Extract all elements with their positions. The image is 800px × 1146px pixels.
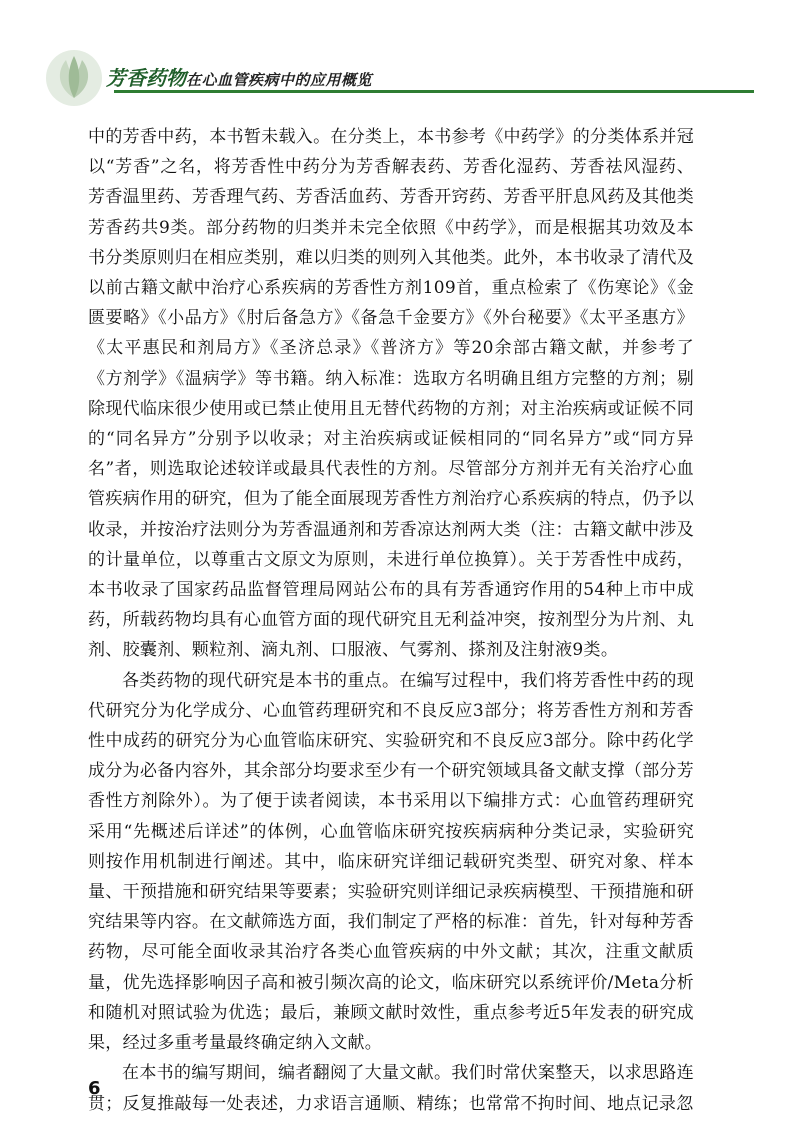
page-number: 6 xyxy=(88,1078,101,1099)
leaf-logo-icon xyxy=(44,48,104,108)
running-header xyxy=(44,48,756,108)
book-title-sub: 在心血管疾病中的应用概览 xyxy=(186,71,373,89)
body-text xyxy=(88,122,694,1119)
book-title-main: 芳香药物 xyxy=(106,66,186,90)
paragraph-3: 在本书的编写期间，编者翻阅了大量文献。我们时常伏案整天，以求思路连贯；反复推敲每一处表述，力求语言通顺、精练；也常常不拘时间、地点记录忽 xyxy=(88,1063,694,1114)
paragraph-1: 中的芳香中药，本书暂未载入。在分类上，本书参考《中药学》的分类体系并冠以“芳香”之名，将芳香性中药分为芳香解表药、芳香化湿药、芳香祛风湿药、芳香温里药、芳香理气药、芳香活血药、芳香开窍药、芳香平肝息风药及其他类芳香药共9类。部分药物的归类并未完全依照《中药学》，而是根据其功效及本书分类原则归在相应类别，难以归类的则列入其他类。此外，本书收录了清代及以前古籍文献中治疗心系疾病的芳香性方剂109首，重点检索了《伤寒论》《金匮要略》《小品方》《肘后备急方》《备急千金要方》《外台秘要》《太平圣惠方》《太平惠民和剂局方》《圣济总录》《普济方》等20余部古籍文献，并参考了《方剂学》《温病学》等书籍。纳入标准：选取方名明确且组方完整的方剂；剔除现代临床很少使用或已禁止使用且无替代药物的方剂；对主治疾病或证候不同的“同名异方”分别予以收录；对主治疾病或证候相同的“同名异方”或“同方异名”者，则选取论述较详或最具代表性的方剂。尽管部分方剂并无有关治疗心血管疾病作用的研究，但为了能全面展现芳香性方剂治疗心系疾病的特点，仍予以收录，并按治疗法则分为芳香温通剂和芳香凉达剂两大类（注：古籍文献中涉及的计量单位，以尊重古文原文为原则，未进行单位换算）。关于芳香性中成药，本书收录了国家药品监督管理局网站公布的具有芳香通窍作用的54种上市中成药，所载药物均具有心血管方面的现代研究且无利益冲突，按剂型分为片剂、丸剂、胶囊剂、颗粒剂、滴丸剂、口服液、气雾剂、搽剂及注射液9类。 xyxy=(88,127,694,661)
running-header-title xyxy=(106,62,372,91)
header-rule xyxy=(114,90,754,93)
paragraph-2: 各类药物的现代研究是本书的重点。在编写过程中，我们将芳香性中药的现代研究分为化学成分、心血管药理研究和不良反应3部分；将芳香性方剂和芳香性中成药的研究分为心血管临床研究、实验研究和不良反应3部分。除中药化学成分为必备内容外，其余部分均要求至少有一个研究领域具备文献支撑（部分芳香性方剂除外）。为了便于读者阅读，本书采用以下编排方式：心血管药理研究采用“先概述后详述”的体例，心血管临床研究按疾病病种分类记录，实验研究则按作用机制进行阐述。其中，临床研究详细记载研究类型、研究对象、样本量、干预措施和研究结果等要素；实验研究则详细记录疾病模型、干预措施和研究结果等内容。在文献筛选方面，我们制定了严格的标准：首先，针对每种芳香药物，尽可能全面收录其治疗各类心血管疾病的中外文献；其次，注重文献质量，优先选择影响因子高和被引频次高的论文，临床研究以系统评价/Meta分析和随机对照试验为优选；最后，兼顾文献时效性，重点参考近5年发表的研究成果，经过多重考量最终确定纳入文献。 xyxy=(88,670,694,1054)
